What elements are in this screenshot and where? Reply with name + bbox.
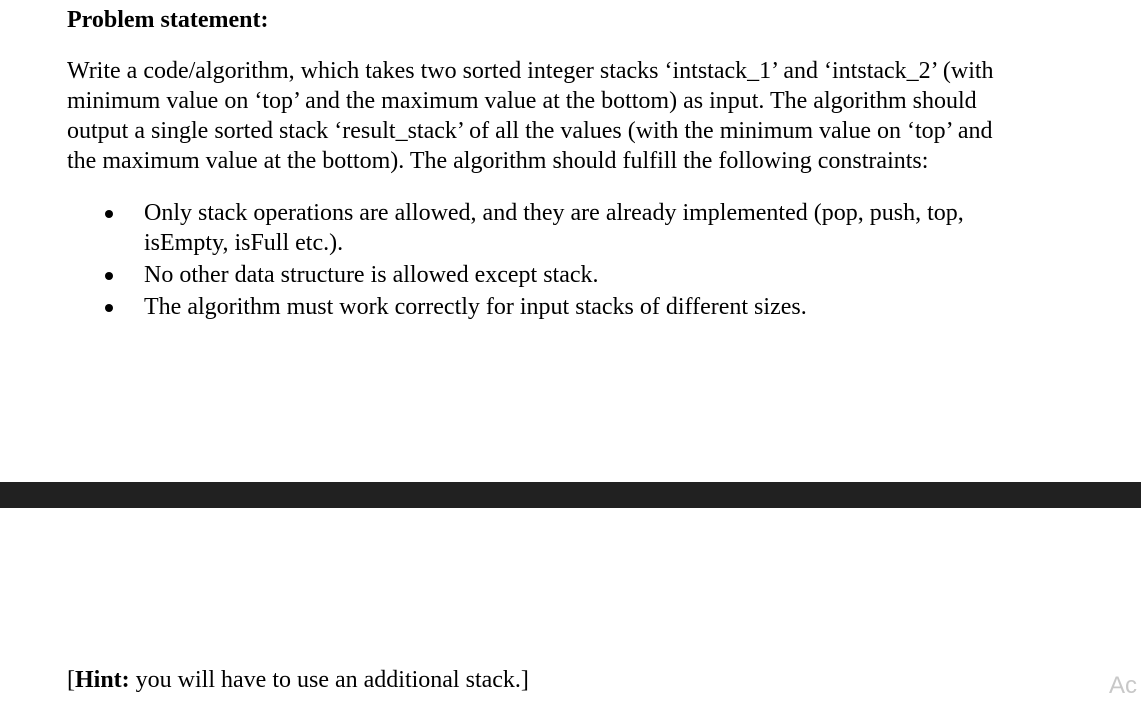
paragraph-line: output a single sorted stack ‘result_stack’ of all the values (with the minimum value on ‘top’ and (67, 118, 993, 144)
constraint-item (0, 260, 964, 290)
activation-watermark: Ac (1109, 672, 1138, 699)
constraint-text: Only stack operations are allowed, and they are already implemented (pop, push, top, (144, 200, 964, 226)
bullet-icon (105, 210, 113, 218)
problem-paragraph (67, 56, 1082, 176)
paragraph-line: minimum value on ‘top’ and the maximum value at the bottom) as input. The algorithm should (67, 88, 977, 114)
constraint-text: No other data structure is allowed except stack. (144, 262, 599, 288)
document-page-lower (0, 508, 1141, 699)
constraint-text: isEmpty, isFull etc.). (144, 230, 344, 256)
constraint-text: The algorithm must work correctly for input stacks of different sizes. (144, 294, 807, 320)
hint-text: you will have to use an additional stack.] (129, 667, 529, 693)
constraint-item (0, 292, 964, 322)
problem-heading: Problem statement: (67, 7, 269, 33)
page-break-bar (0, 482, 1141, 508)
bullet-icon (105, 304, 113, 312)
hint-label: Hint: (75, 667, 130, 693)
constraint-item (0, 198, 964, 258)
hint-open-bracket: [ (67, 667, 75, 693)
hint-note (67, 665, 529, 695)
bullet-icon (105, 272, 113, 280)
constraints-list (0, 198, 964, 324)
paragraph-line: the maximum value at the bottom). The algorithm should fulfill the following constraints: (67, 148, 929, 174)
paragraph-line: Write a code/algorithm, which takes two sorted integer stacks ‘intstack_1’ and ‘intstack_2’ (with (67, 58, 994, 84)
